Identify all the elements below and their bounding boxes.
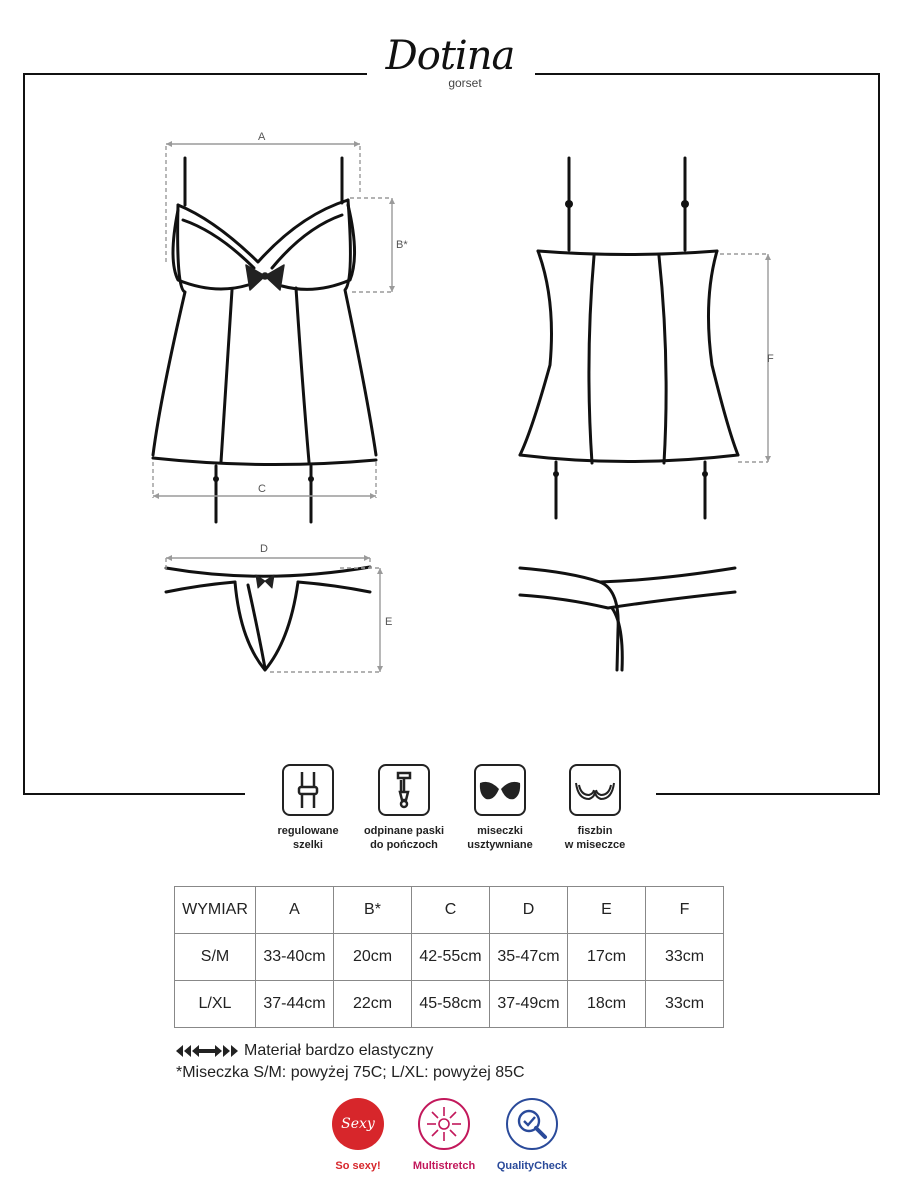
badge-label: QualityCheck [496, 1160, 568, 1172]
table-cell: 17cm [568, 934, 646, 981]
padded-cups-icon [474, 764, 526, 816]
stretch-arrows-icon [176, 1043, 238, 1059]
notes [176, 1040, 525, 1084]
feature-label-line2: do pończoch [370, 839, 438, 851]
badges [300, 1098, 620, 1188]
feature-adjustable-straps [253, 764, 363, 852]
badge-so-sexy [308, 1098, 408, 1172]
underwire-icon [569, 764, 621, 816]
table-cell: 18cm [568, 981, 646, 1028]
badge-label: Multistretch [412, 1160, 476, 1172]
sexy-badge-text: Sexy [341, 1116, 375, 1132]
dim-label-b: B* [396, 239, 408, 251]
badge-label: So sexy! [335, 1160, 381, 1172]
feature-label-line2: usztywniane [467, 839, 533, 851]
multistretch-icon [418, 1098, 470, 1150]
table-header-cell: F [646, 887, 724, 934]
badge-multistretch [394, 1098, 494, 1172]
table-header-cell: E [568, 887, 646, 934]
table-header-cell: WYMIAR [175, 887, 256, 934]
thong-back-drawing [520, 568, 735, 670]
table-cell: 42-55cm [412, 934, 490, 981]
product-type: gorset [448, 76, 482, 90]
dim-label-f: F [767, 353, 774, 365]
table-header-cell: D [490, 887, 568, 934]
table-cell: 35-47cm [490, 934, 568, 981]
table-cell: 33cm [646, 981, 724, 1028]
table-header-row [175, 887, 724, 934]
dim-label-e: E [385, 616, 393, 628]
table-cell: 33-40cm [256, 934, 334, 981]
table-cell: 37-49cm [490, 981, 568, 1028]
feature-label-line1: fiszbin [577, 825, 613, 837]
table-cell: L/XL [175, 981, 256, 1028]
feature-label-line1: regulowane [277, 825, 339, 837]
adjustable-straps-icon [282, 764, 334, 816]
table-cell: S/M [175, 934, 256, 981]
brand-name: Dotina [385, 33, 515, 79]
feature-underwire [540, 764, 650, 852]
size-table [174, 886, 724, 1028]
table-row [175, 934, 724, 981]
table-cell: 20cm [334, 934, 412, 981]
sexy-badge-icon [332, 1098, 384, 1150]
dim-label-d: D [260, 543, 268, 555]
dim-label-a: A [258, 131, 266, 143]
bow-icon [246, 265, 284, 290]
feature-detachable-garters [349, 764, 459, 852]
table-header-cell: C [412, 887, 490, 934]
table-cell: 37-44cm [256, 981, 334, 1028]
feature-label-line1: miseczki [477, 825, 523, 837]
corset-back-drawing [520, 158, 738, 518]
table-header-cell: B* [334, 887, 412, 934]
dim-label-c: C [258, 483, 266, 495]
garter-clips-front [213, 476, 314, 482]
note-cup-size: *Miseczka S/M: powyżej 75C; L/XL: powyżej 85C [176, 1064, 525, 1081]
table-cell: 33cm [646, 934, 724, 981]
feature-label-line1: odpinane paski [363, 825, 445, 837]
table-cell: 22cm [334, 981, 412, 1028]
table-row [175, 981, 724, 1028]
feature-icons [0, 764, 900, 864]
detachable-garters-icon [378, 764, 430, 816]
feature-label-line2: szelki [293, 839, 323, 851]
table-cell: 45-58cm [412, 981, 490, 1028]
badge-quality-check [482, 1098, 582, 1172]
quality-check-icon [506, 1098, 558, 1150]
note-elastic: Materiał bardzo elastyczny [244, 1042, 434, 1059]
table-header-cell: A [256, 887, 334, 934]
feature-padded-cups [445, 764, 555, 852]
feature-label-line2: w miseczce [564, 839, 626, 851]
corset-front-drawing [153, 158, 376, 522]
